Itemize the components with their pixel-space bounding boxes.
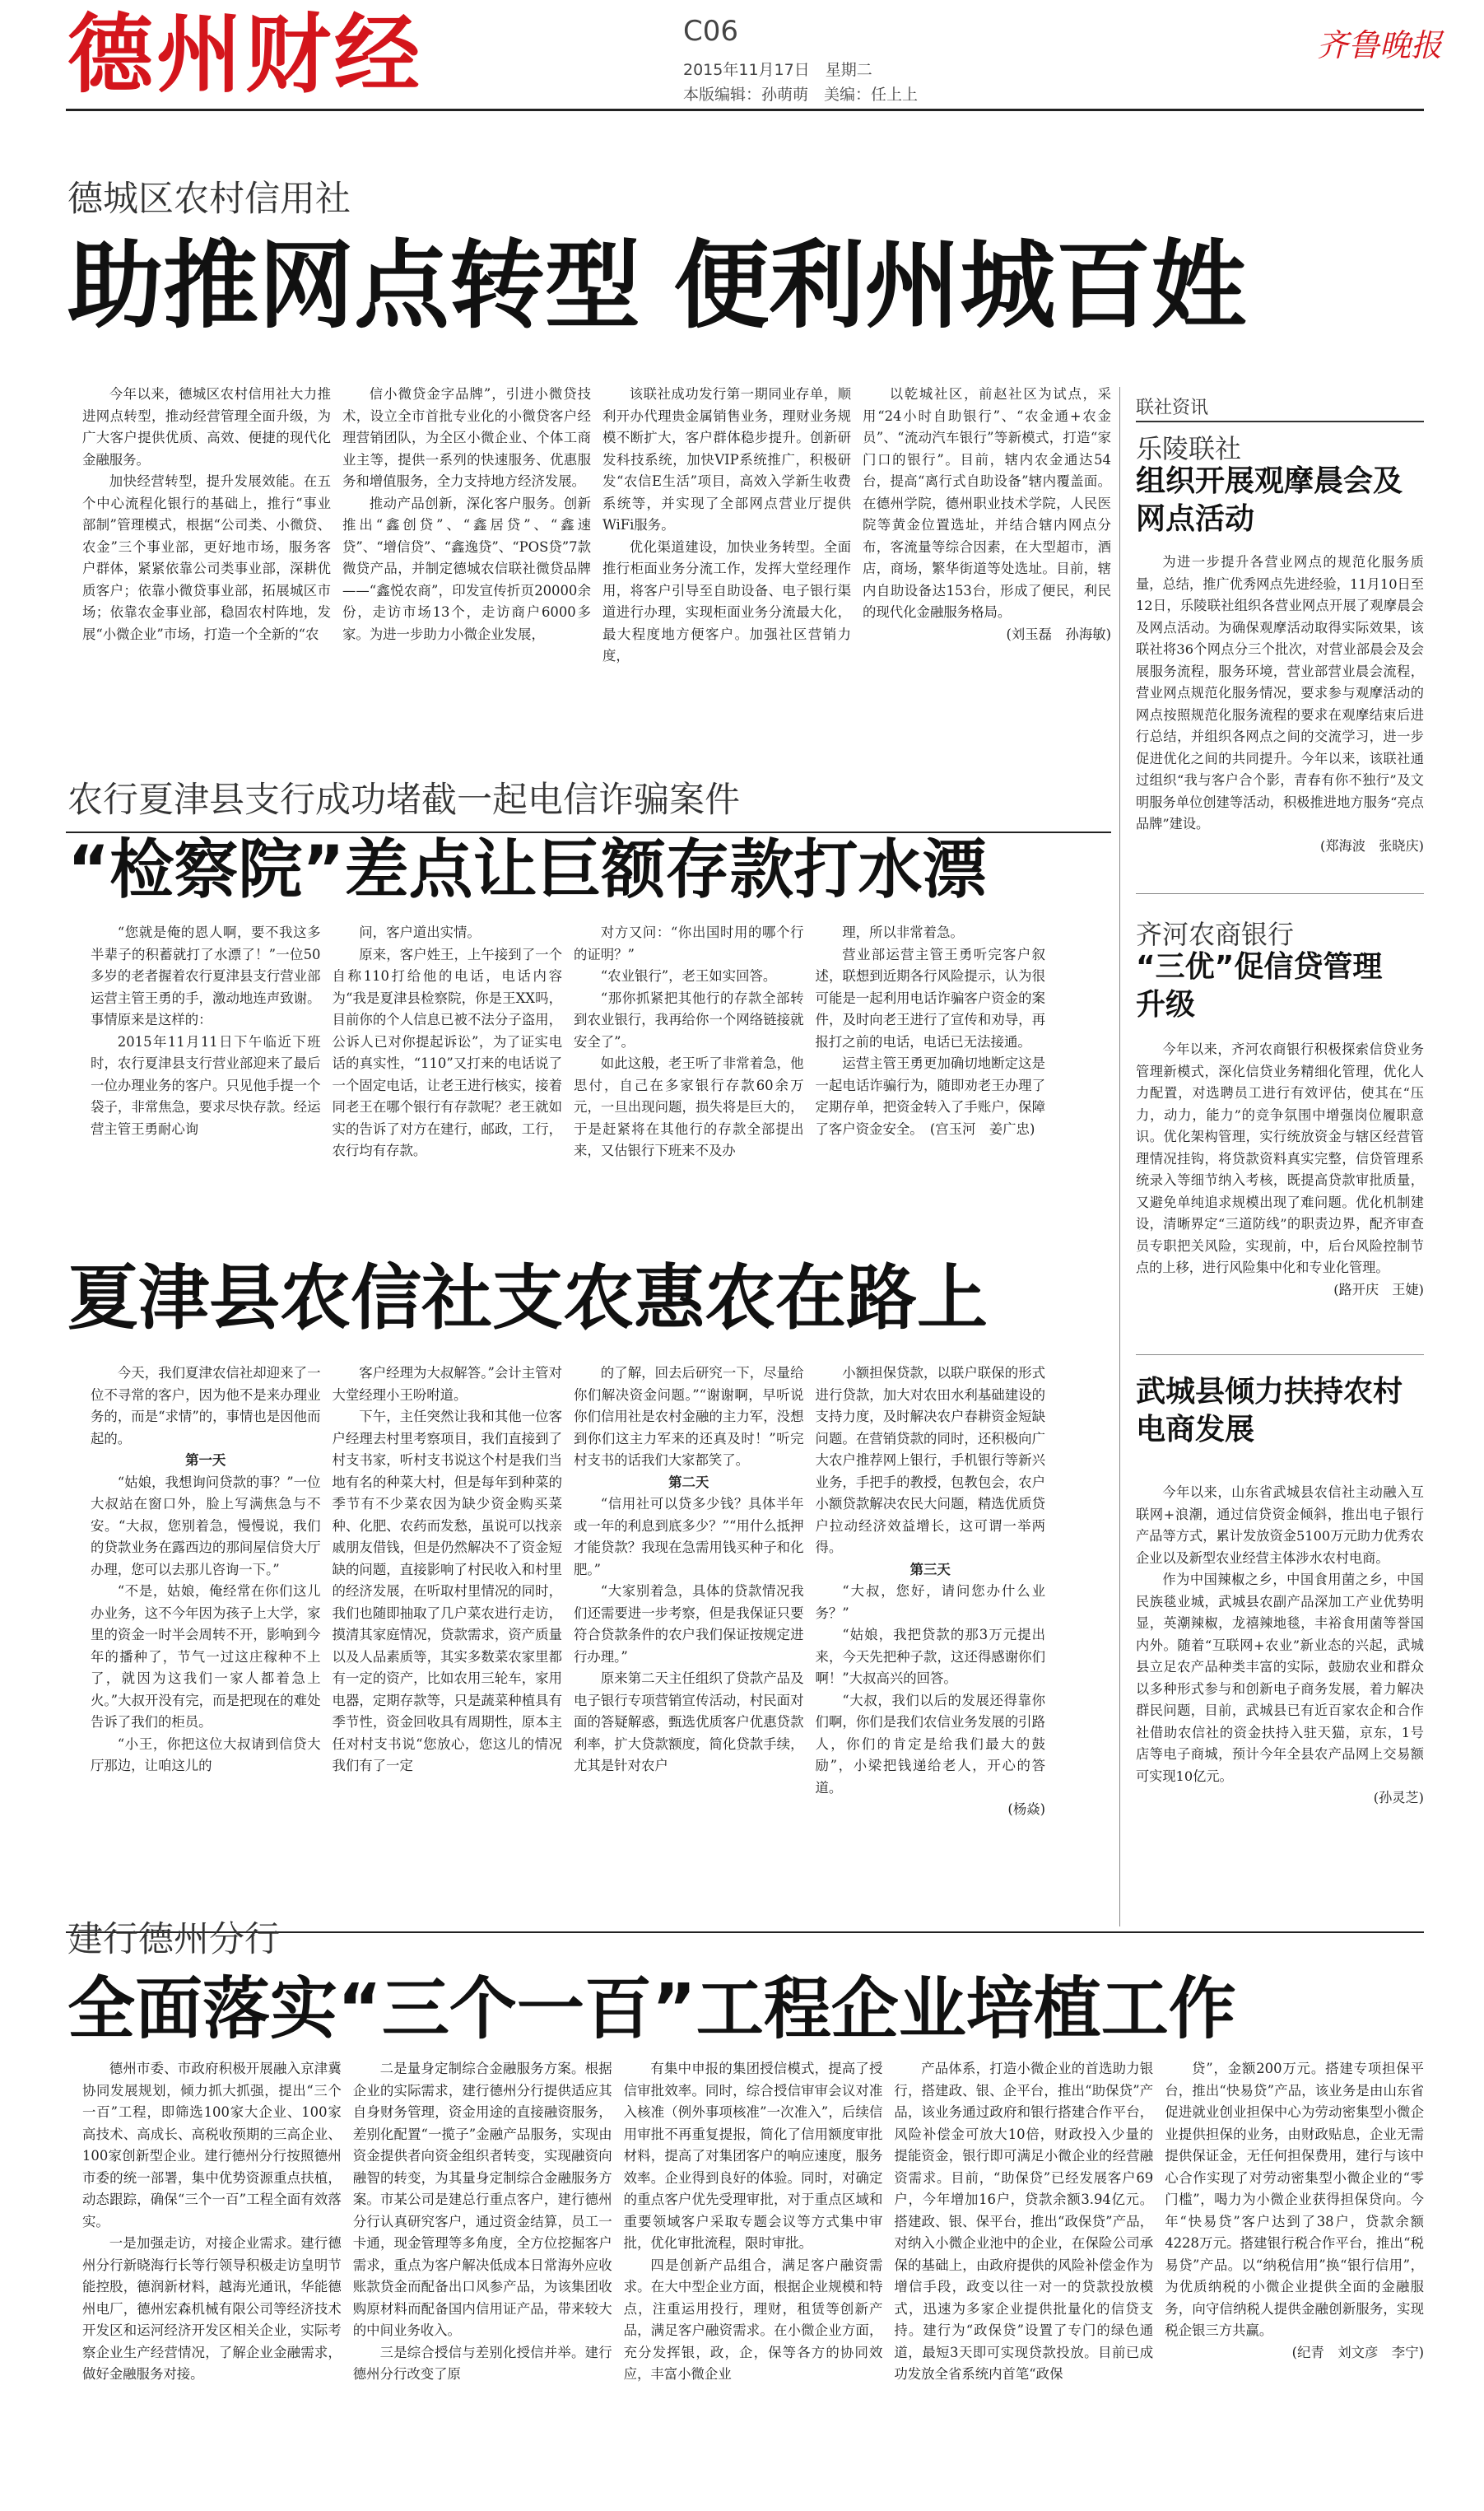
a4-col (894, 2058, 1153, 2499)
a4-col (624, 2058, 883, 2499)
a2-col (333, 922, 563, 1260)
s2-sep (1136, 1354, 1424, 1355)
a1-col (863, 384, 1111, 828)
paragraph: “不是，姑娘，俺经常在你们这儿办业务，这不今年因为孩子上大学，家里的资金一时半会周转不开，影响到今年的播种了，节气一过这庄稼种不上了，就因为这我们一家人都着急上火。”大叔开没有完，而是把现在的难处告诉了我们的柜员。 (91, 1583, 321, 1730)
paragraph: 二是量身定制综合金融服务方案。根据企业的实际需求，建行德州分行提供适应其自身财务管理，资金用途的直接融资服务，差别化配置“一揽子”金融产品服务，实现由资金提供者向资金组织者转变，实现融资向融智的转变，为其量身定制综合金融服务方案。市某公司是建总行重点客户，建行德州分行认真研究客户，通过资金结算，员工一卡通，现金管理等多角度，全方位挖掘客户需求，重点为客户解决低成本日常海外应收账款贷金而配备出口风参产品，为该集团收购原材料而配备国内信用证产品，带来较大的中间业务收入。 (352, 2061, 612, 2338)
s2-body (1136, 1039, 1424, 1348)
paragraph: 今天，我们夏津农信社却迎来了一位不寻常的客户，因为他不是来办理业务的，而是“求情”的，事情也是因他而起的。 (91, 1365, 321, 1447)
paragraph: 三是综合授信与差别化授信并举。建行德州分行改变了原 (352, 2344, 612, 2382)
paragraph: 信小微贷金字品牌”，引进小微贷技术，设立全市首批专业化的小微贷客户经理营销团队，为全区小微企业、个体工商业主等，提供一系列的快速服务、优惠服务和增值服务，全力支持地方经济发展。 (342, 386, 591, 489)
paragraph: “姑娘，我想询问贷款的事？”一位大叔站在窗口外，脸上写满焦急与不安。“大叔，您别着急，慢慢说，我们的贷款业务在露西边的那间屋信贷大厅办理，您可以去那儿咨询一下。” (91, 1474, 321, 1577)
paragraph: 该联社成功发行第一期同业存单，顺利开办代理贵金属销售业务，理财业务规模不断扩大，客户群体稳步提升。创新研发科技系统，加快VIP系统推广，积极研发“农信E生活”项目，高效入学新生收费系统等，并实现了全部网点营业厅提供WiFi服务。 (602, 386, 851, 533)
paragraph: (杨焱) (1007, 1801, 1045, 1817)
paragraph: 作为中国辣椒之乡，中国食用菌之乡，中国民族毯业城，武城县农副产品深加工产业优势明显，英潮辣椒，龙禧辣地毯，丰裕食用菌等誉国内外。随着“互联网+农业”新业态的兴起，武城县立足农产品种类丰富的实际，鼓励农业和群众以多种形式参与和创新电子商务发展，着力解决群民问题，目前，武城县已有近百家农企和合作社借助农信社的资金扶持入驻天猫，京东，1号店等电子商城，预计今年全县农产品网上交易额可实现10亿元。 (1136, 1572, 1424, 1784)
s1-org: 乐陵联社 (1136, 433, 1242, 464)
a3-headline: 夏津县农信社支农惠农在路上 (67, 1257, 988, 1339)
a2-headline: “检察院”差点让巨额存款打水漂 (67, 833, 987, 907)
paragraph: 对方又问：“你出国时用的哪个行的证明？” (574, 925, 804, 962)
editors-line: 本版编辑：孙萌萌 美编：任上上 (683, 86, 919, 104)
a1-body (82, 384, 1111, 828)
paragraph: 营业部运营主管王勇听完客户叙述，联想到近期各行风险提示，认为很可能是一起利用电话诈骗客户资金的案件，及时向老王进行了宣传和劝导，再报打之前的电话，电话已无法接通。 (815, 946, 1045, 1050)
sidebar-tag: 联社资讯 (1136, 394, 1424, 422)
paragraph: 问，客户道出实情。 (359, 925, 481, 940)
paragraph: 今年以来，山东省武城县农信社主动融入互联网+浪潮，通过信贷资金倾斜，推出电子银行产品等方式，累计发放资金5100万元助力优秀农企业以及新型农业经营主体涉水农村电商。 (1136, 1484, 1424, 1566)
paragraph: 今年以来，德城区农村信用社大力推进网点转型，推动经营管理全面升级，为广大客户提供优质、高效、便捷的现代化金融服务。 (82, 386, 331, 468)
paragraph: (纪青 刘文彦 李宁) (1291, 2344, 1424, 2360)
paragraph: “大家别着急，具体的贷款情况我们还需要进一步考察，但是我保证只要符合贷款条件的农户我们保证按规定进行办理。” (574, 1583, 804, 1665)
s2-org: 齐河农商银行 (1136, 919, 1295, 950)
paragraph: 运营主管王勇更加确切地断定这是一起电话诈骗行为，随即劝老王办理了定期存单，把资金转入了手账户，保障了客户资金安全。 (宫玉河 姜广忠) (815, 1055, 1045, 1137)
a4-body (82, 2058, 1424, 2499)
brand-logo: 齐鲁晚报 (1317, 27, 1443, 63)
s1-sep (1136, 893, 1424, 894)
paragraph: “那你抓紧把其他行的存款全部转到农业银行，我再给你一个网络链接就安全了”。 (574, 990, 804, 1050)
paragraph: (路开庆 王婕) (1333, 1281, 1424, 1297)
a1-col (82, 384, 331, 828)
paragraph: “姑娘，我把贷款的那3万元提出来，今天先把种子款，这还得感谢你们啊！”大叔高兴的回答。 (815, 1627, 1045, 1686)
paragraph: 为进一步提升各营业网点的规范化服务质量，总结，推广优秀网点先进经验，11月10日至12日，乐陵联社组织各营业网点开展了观摩晨会及网点活动。为确保观摩活动取得实际效果，该联社将36个网点分三个批次，对营业部晨会及会展服务流程，服务环境，营业部营业晨会流程，营业网点规范化服务情况，要求参与观摩活动的网点按照规范化服务流程的要求在观摩结束后进行总结，并组织各网点之间的交流学习，进一步促进优化之间的共同提升。今年以来，该联社通过组织“我与客户合个影，青春有你不独行”及文明服务单位创建等活动，积极推进地方服务“亮点品牌”建设。 (1136, 554, 1424, 832)
subhead: 第三天 (909, 1561, 951, 1577)
sidebar-divider (1119, 387, 1120, 1926)
s1-body (1136, 552, 1424, 881)
subhead: 第二天 (668, 1474, 709, 1490)
s1-title: 组织开展观摩晨会及网点活动 (1136, 464, 1403, 536)
paragraph: 原来第二天主任组织了贷款产品及电子银行专项营销宣传活动，村民面对面的答疑解惑，甄选优质客户优惠贷款利率，扩大贷款额度，简化贷款手续，尤其是针对农户 (574, 1670, 804, 1773)
a2-col (91, 922, 321, 1260)
a2-col (574, 922, 804, 1260)
paragraph: (孙灵芝) (1373, 1790, 1424, 1805)
a1-col (342, 384, 591, 828)
a2-kicker: 农行夏津县支行成功堵截一起电信诈骗案件 (67, 780, 740, 821)
paragraph: 客户经理为大叔解答。”会计主管对大堂经理小王吩咐道。 (332, 1365, 562, 1403)
a1-headline: 助推网点转型 便利州城百姓 (67, 231, 1247, 342)
a4-headline: 全面落实“三个一百”工程企业培植工作 (67, 1970, 1236, 2048)
a3-body (91, 1363, 1045, 1926)
s3-body (1136, 1482, 1424, 1926)
a2-col (816, 922, 1046, 1260)
paragraph: 如此这般，老王听了非常着急，他思付，自己在多家银行存款60余万元，一旦出现问题，损失将是巨大的，于是赶紧将在其他行的存款全部提出来，又估银行下班来不及办 (574, 1055, 804, 1158)
masthead-title: 德州财经 (67, 4, 424, 105)
a4-kicker: 建行德州分行 (67, 1919, 280, 1960)
paragraph: 理，所以非常着急。 (842, 925, 964, 940)
paragraph: 今年以来，齐河农商银行积极探索信贷业务管理新模式，深化信贷业务精细化管理，优化人力配置，对选聘员工进行有效评估，使其在“压力，动力，能力”的竞争氛围中增强岗位履职意识。优化架构管理，实行统放资金与辖区经营管理情况挂钩，将贷款资料真实完整，信贷管理系统录入等细节纳入考核，既提高贷款审批质量，又避免单纯追求规模出现了难问题。优化机制建设，清晰界定“三道防线”的职责边界，配齐审查员专职把关风险，实现前，中，后台风险控制节点的上移，进行风险集中化和专业化管理。 (1136, 1041, 1424, 1275)
paragraph: 德州市委、市政府积极开展融入京津冀协同发展规划，倾力抓大抓强，提出“三个一百”工程，即筛选100家大企业、100家高技术、高成长、高税收预期的三高企业、100家创新型企业。建行德州分行按照德州市委的统一部署，集中优势资源重点扶植，动态跟踪，确保“三个一百”工程全面有效落实。 (82, 2061, 342, 2229)
paragraph: “农业银行”，老王如实回答。 (600, 968, 777, 984)
paragraph: 推动产品创新，深化客户服务。创新推出“鑫创贷”、“鑫居贷”、“鑫速贷”、“增信贷”、“鑫逸贷”、“POS贷”7款微贷产品，并制定德城农信联社微贷品牌——“鑫悦农商”，印发宣传折页20000余份，走访市场13个，走访商户6000多家。为进一步助力小微企业发展， (342, 495, 591, 642)
paragraph: “小王，你把这位大叔请到信贷大厅那边，让咱这儿的 (91, 1735, 321, 1773)
paragraph: 以乾城社区，前赵社区为试点，采用“24小时自助银行”、“农金通+农金员”、“流动汽车银行”等新模式，打造“家门口的银行”。目前，辖内农金通达54台，提高“离行式自助设备”辖内覆盖面。在德州学院，德州职业技术学院，人民医院等黄金位置选址，并结合辖内网点分布，客流量等综合因素，在大型超市，酒店，商场，繁华街道等处选址。目前，辖内自助设备达153台，形成了便民，利民的现代化金融服务格局。 (863, 386, 1111, 620)
issue-date: 2015年11月17日 星期二 (683, 61, 872, 79)
a3-col (816, 1363, 1046, 1926)
a1-kicker: 德城区农村信用社 (67, 179, 351, 220)
paragraph: “大叔，您好，请问您办什么业务？” (815, 1583, 1045, 1621)
paragraph: “信用社可以贷多少钱？具体半年或一年的利息到底多少？”“用什么抵押才能贷款？我现在急需用钱买种子和化肥。” (574, 1496, 804, 1577)
a4-col (82, 2058, 342, 2499)
s3-title: 武城县倾力扶持农村电商发展 (1136, 1375, 1403, 1447)
paragraph: 产品体系，打造小微企业的首选助力银行，搭建政、银、企平台，推出“助保贷”产品，该业务通过政府和银行搭建合作平台，风险补偿金可放大10倍，财政投入少量的提能资金，银行即可满足小微企业的经营融资需求。目前，“助保贷”已经发展客户69户，今年增加16户，贷款余额3.94亿元。搭建政、银、保平台，推出“政保贷”产品，对纳入小微企业池中的企业，在保险公司承保的基础上，由政府提供的风险补偿金作为增信手段，政变以往一对一的贷款投放模式，迅速为多家企业提供批量化的信贷支持。建行为“政保贷”设置了专门的绿色通道，最短3天即可实现贷款投放。目前已成功发放全省系统内首笔“政保 (894, 2061, 1154, 2382)
paragraph: 的了解，回去后研究一下，尽量给你们解决资金问题。”“谢谢啊，早听说你们信用社是农村金融的主力军，没想到你们这主力军来的还真及时！”听完村支书的话我们大家都笑了。 (574, 1365, 804, 1468)
paragraph: “大叔，我们以后的发展还得靠你们啊，你们是我们农信业务发展的引路人，你们的肯定是给我们最大的鼓励”，小梁把钱递给老人，开心的答道。 (815, 1692, 1045, 1796)
paragraph: (郑海波 张晓庆) (1320, 837, 1424, 854)
paragraph: 加快经营转型，提升发展效能。在五个中心流程化银行的基础上，推行“事业部制”管理模式，根据“公司类、小微贷、农金”三个事业部，更好地市场，服务客户群体，紧紧依靠公司类事业部，深耕优质客户；依靠小微贷事业部，拓展城区市场；依靠农金事业部，稳固农村阵地，发展“小微企业”市场，打造一个全新的“农 (82, 473, 331, 642)
paragraph: 四是创新产品组合，满足客户融资需求。在大中型企业方面，根据企业规模和特点，注重运用投行，理财，租赁等创新产品，满足客户融资需求。在小微企业方面，充分发挥银，政，企，保等各方的协同效应，丰富小微企业 (623, 2257, 883, 2382)
paragraph: 2015年11月11日下午临近下班时，农行夏津县支行营业部迎来了最后一位办理业务的客户。只见他手提一个袋子，非常焦急，要求尽快存款。经运营主管王勇耐心询 (91, 1033, 321, 1137)
paragraph: 小额担保贷款，以联户联保的形式进行贷款，加大对农田水利基础建设的支持力度，及时解决农户春耕资金短缺问题。在营销贷款的同时，还积极向广大农户推荐网上银行，手机银行等新兴业务，手把手的教授，包教包会，农户小额贷款解决农民大问题，精选优质贷户拉动经济效益增长，这可谓一举两得。 (815, 1365, 1045, 1555)
paragraph: 原来，客户姓王，上午接到了一个自称110打给他的电话，电话内容为“我是夏津县检察院，你是王XX吗，目前你的个人信息已被不法分子盗用，公诉人已对你提起诉讼”，为了证实电话的真实性，“110”又打来的电话说了一个固定电话，让老王进行核实，接着同老王在哪个银行有存款呢？老王就如实的告诉了对方在建行，邮政，工行，农行均有存款。 (332, 946, 562, 1158)
s2-title: “三优”促信贷管理升级 (1136, 950, 1383, 1022)
page-number: C06 (683, 15, 739, 48)
paragraph: (刘玉磊 孙海敏) (1006, 626, 1111, 642)
paragraph: 有集中申报的集团授信模式，提高了授信审批效率。同时，综合授信审审会议对准入核准（例外事项核准”一次准入”，后续信用审批不再重复提报，简化了信用额度审批材料，提高了对集团客户的响应速度，服务效率。企业得到良好的体验。同时，对确定的重点客户优先受理审批，对于重点区域和重要领域客户采取专题会议等方式集中审批，优化审批流程，限时审批。 (623, 2061, 883, 2251)
paragraph: “您就是俺的恩人啊，要不我这多半辈子的积蓄就打了水漂了！”一位50多岁的老者握着农行夏津县支行营业部运营主管王勇的手，激动地连声致谢。事情原来是这样的： (91, 925, 321, 1027)
a4-col (353, 2058, 612, 2499)
paragraph: 一是加强走访，对接企业需求。建行德州分行新晓海行长等行领导积极走访皇明节能控股，德润新材料，越海光通讯，华能德州电厂，德州宏森机械有限公司等经济技术开发区和运河经济开发区相关企业，实际考察企业生产经营情况，了解企业金融需求，做好金融服务对接。 (82, 2235, 342, 2382)
a3-col (91, 1363, 321, 1926)
masthead-rule (66, 109, 1424, 111)
a3-col (333, 1363, 563, 1926)
a3-col (574, 1363, 804, 1926)
a1-col (602, 384, 851, 828)
paragraph: 优化渠道建设，加快业务转型。全面推行柜面业务分流工作，发挥大堂经理作用，将客户引导至自助设备、电子银行渠道进行办理，实现柜面业务分流最大化，最大程度地方便客户。加强社区营销力度， (602, 538, 851, 664)
paragraph: 下午，主任突然让我和其他一位客户经理去村里考察项目，我们直接到了村支书家，听村支书说这个村是我们当地有名的种菜大村，但是每年到种菜的季节有不少菜农因为缺少资金购买菜种、化肥、农药而发愁，虽说可以找亲戚朋友借钱，但是仍然解决不了资金短缺的问题，直接影响了村民收入和村里的经济发展，在听取村里情况的同时，我们也随即抽取了几户菜农进行走访，摸清其家庭情况，贷款需求，资产质量以及人品素质等，其实多数菜农家里都有一定的资产，比如农用三轮车，家用电器，定期存款等，只是蔬菜种植具有季节性，资金回收具有周期性，原本主任对村支书说“您放心，您这儿的情况我们有了一定 (332, 1409, 562, 1773)
a2-body (91, 922, 1045, 1260)
paragraph: 贷”，金额200万元。搭建专项担保平台，推出“快易贷”产品，该业务是由山东省促进就业创业担保中心为劳动密集型小微企业提供担保的业务，由财政贴息，企业无需提供保证金，无任何担保费用，建行与该中心合作实现了对劳动密集型小微企业的“零门槛”，喝力为小微企业获得担保贷向。今年“快易贷”客户达到了38户，贷款余额4228万元。搭建银行税合作平台，推出“税易贷”产品。以“纳税信用”换“银行信用”，为优质纳税的小微企业提供全面的金融服务，向守信纳税人提供金融创新服务，实现税企银三方共赢。 (1165, 2061, 1424, 2338)
subhead: 第一天 (185, 1452, 226, 1468)
a4-col (1165, 2058, 1424, 2499)
